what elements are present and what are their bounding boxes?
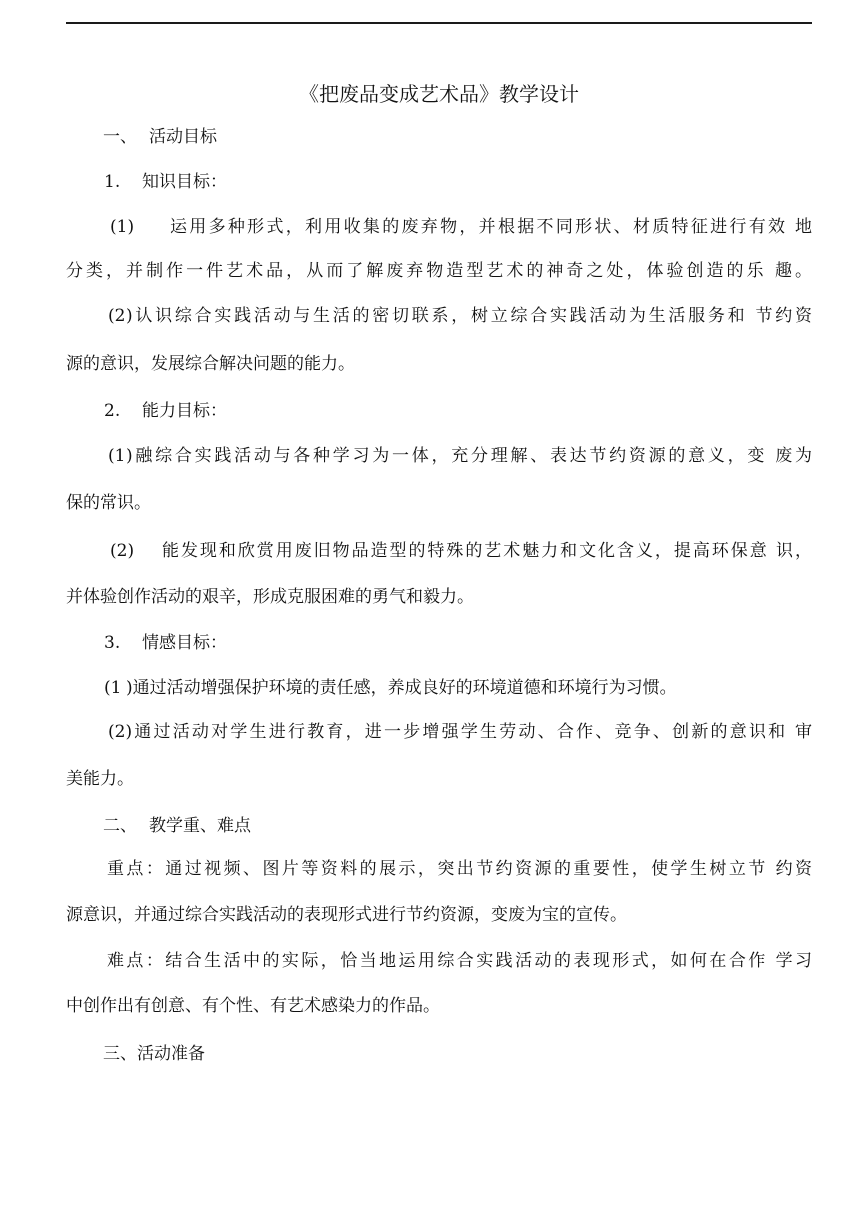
subheading-ability: 能力目标： <box>142 401 227 421</box>
paragraph-line: 重点：通过视频、图片等资料的展示，突出节约资源的重要性，使学生树立节 约资 <box>107 859 812 879</box>
paragraph-line: 并体验创作活动的艰辛，形成克服困难的勇气和毅力。 <box>66 587 474 607</box>
paragraph-line: 保的常识。 <box>66 493 151 513</box>
section-heading-key-points: 教学重、难点 <box>149 816 251 836</box>
paragraph-line: 源的意识，发展综合解决问题的能力。 <box>66 354 355 374</box>
paragraph-line: 美能力。 <box>66 769 134 789</box>
item-marker: (1 <box>108 446 126 466</box>
subheading-number: 2. <box>104 401 121 421</box>
section-heading-objectives: 活动目标 <box>149 127 217 147</box>
paragraph-line: 能发现和欣赏用废旧物品造型的特殊的艺术魅力和文化含义，提高环保意 识， <box>162 541 812 561</box>
header-rule <box>66 22 812 24</box>
item-marker: (2) <box>110 541 135 561</box>
paragraph-line: 难点：结合生活中的实际，恰当地运用综合实践活动的表现形式，如何在合作 学习 <box>107 951 812 971</box>
item-marker: (1 <box>104 678 122 698</box>
paragraph-line: 运用多种形式，利用收集的废弃物，并根据不同形状、材质特征进行有效 地 <box>170 217 812 237</box>
item-marker: (1) <box>110 217 135 237</box>
section-heading-number: 一、 <box>103 127 137 147</box>
paragraph-line: 中创作出有创意、有个性、有艺术感染力的作品。 <box>66 996 440 1016</box>
paragraph-line: )认识综合实践活动与生活的密切联系，树立综合实践活动为生活服务和 节约资 <box>126 306 812 326</box>
section-heading-number: 二、 <box>103 816 137 836</box>
paragraph-line: 分类，并制作一件艺术品，从而了解废弃物造型艺术的神奇之处，体验创造的乐 趣。 <box>66 261 812 281</box>
item-marker: (2 <box>108 306 126 326</box>
paragraph-line: )通过活动增强保护环境的责任感，养成良好的环境道德和环境行为习惯。 <box>126 678 677 698</box>
section-heading-preparation: 三、活动准备 <box>103 1044 205 1064</box>
subheading-knowledge: 知识目标： <box>142 172 227 192</box>
paragraph-line: (2)通过活动对学生进行教育，进一步增强学生劳动、合作、竞争、创新的意识和 审 <box>108 722 812 742</box>
subheading-number: 3. <box>104 633 121 653</box>
paragraph-line: 源意识，并通过综合实践活动的表现形式进行节约资源，变废为宝的宣传。 <box>66 905 627 925</box>
subheading-number: 1. <box>104 172 121 192</box>
document-title: 《把废品变成艺术品》教学设计 <box>299 82 579 106</box>
paragraph-line: )融综合实践活动与各种学习为一体，充分理解、表达节约资源的意义，变 废为 <box>126 446 812 466</box>
subheading-emotion: 情感目标： <box>142 633 227 653</box>
